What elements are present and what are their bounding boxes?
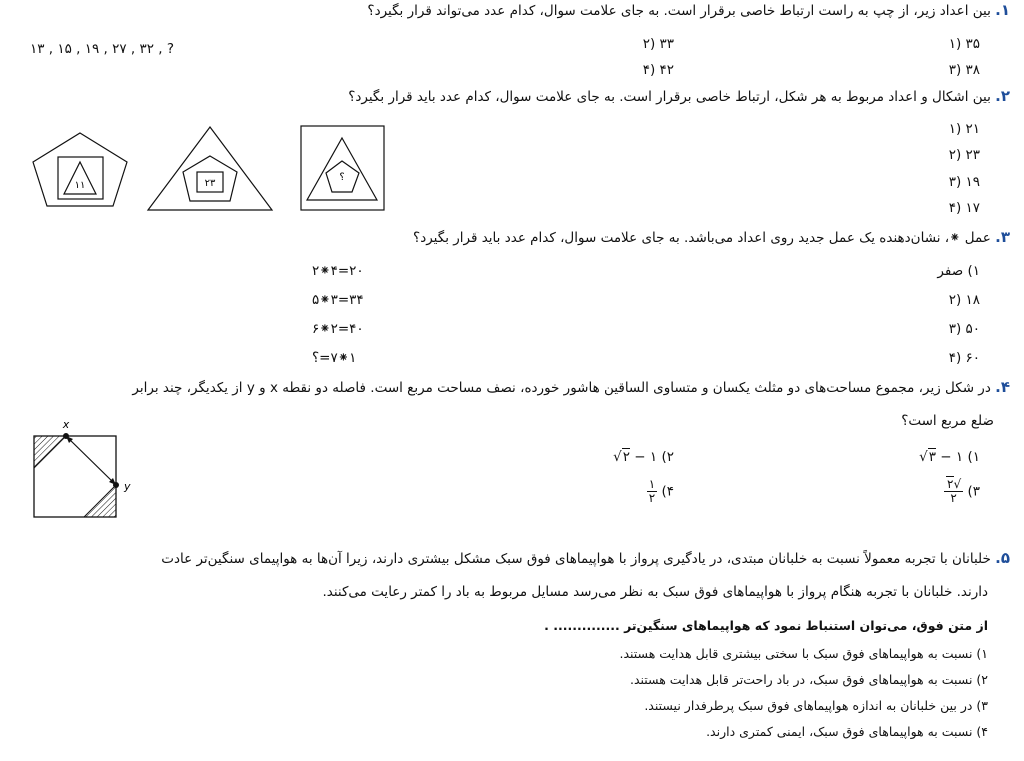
question-4-option-2[interactable]	[613, 448, 674, 466]
question-3-option-4[interactable]: ۴) ۶۰	[948, 350, 980, 366]
question-5-stem-line-2: دارند. خلبانان با تجربه هنگام پرواز با هواپیماهای فوق سبک به نظر می‌رسد مسایل مربوط به باد را کمتر رعایت می‌کنند.	[322, 584, 988, 600]
option-4-denominator: ۲	[648, 491, 656, 505]
question-4-option-3[interactable]	[944, 478, 980, 505]
question-5-number: ۵.	[995, 549, 1010, 567]
question-3-option-1[interactable]: ۱) صفر	[937, 263, 980, 279]
question-2-option-2[interactable]: ۲) ۲۳	[948, 147, 980, 163]
question-5-text-1: خلبانان با تجربه معمولاً نسبت به خلبانان مبتدی، در یادگیری پرواز با هواپیماهای فوق سبک مشکل بیشتری دارند، زیرا آن‌ها به هواپیمای سنگین‌تر عادت	[161, 551, 991, 567]
option-3-denominator: ۲	[950, 491, 957, 505]
question-2-text: بین اشکال و اعداد مربوط به هر شکل، ارتباط خاصی برقرار است. به جای علامت سوال، کدام عدد باید قرار بگیرد؟	[348, 89, 991, 105]
option-1-marker: ۱)	[967, 449, 980, 465]
question-4-option-4[interactable]	[647, 478, 674, 505]
option-1-radicand: ۳	[928, 449, 936, 465]
question-2-stem	[348, 87, 1010, 106]
question-2-option-3[interactable]: ۳) ۱۹	[948, 174, 980, 190]
option-1-expression: √۳ − ۱	[919, 449, 964, 465]
question-3-stem	[413, 228, 1010, 247]
shape-pentagon-group	[33, 133, 127, 206]
question-2-number: ۲.	[995, 87, 1010, 105]
option-2-marker: ۲)	[661, 449, 674, 465]
question-1-option-1[interactable]: ۱) ۳۵	[948, 36, 980, 52]
question-3-equation-3: ۶⁕۲=۴۰	[312, 321, 364, 337]
option-3-radicand: ۲	[947, 477, 954, 491]
hatched-triangle-top-left	[34, 436, 66, 468]
option-2-rest: − ۱	[630, 449, 658, 465]
question-4-stem-line-2: ضلع مربع است؟	[901, 413, 994, 429]
question-2-option-4[interactable]: ۴) ۱۷	[948, 200, 980, 216]
question-3-text: عمل ⁕، نشان‌دهنده یک عمل جدید روی اعداد می‌باشد. به جای علامت سوال، کدام عدد باید قرار بگیرد؟	[413, 230, 991, 246]
question-5-stem-line-1	[161, 549, 1010, 568]
question-3-option-3[interactable]: ۳) ۵۰	[948, 321, 980, 337]
point-y	[113, 482, 119, 488]
hatched-triangle-bottom-right	[84, 485, 116, 517]
question-1-sequence: ۱۳ , ۱۵ , ۱۹ , ۲۷ , ۳۲ , ?	[30, 41, 175, 57]
question-1-text: بین اعداد زیر، از چپ به راست ارتباط خاصی برقرار است. به جای علامت سوال، کدام عدد می‌تواند قرار بگیرد؟	[367, 3, 991, 19]
shape-triangle-group	[148, 127, 272, 210]
question-2-figure	[30, 124, 390, 216]
question-1-number: ۱.	[995, 1, 1010, 19]
shape-2-label: ۲۳	[204, 178, 216, 189]
point-x	[63, 433, 69, 439]
question-3-equation-4: ۱⁕۷=؟	[312, 350, 357, 366]
question-4-figure	[26, 418, 146, 522]
question-4-text-1: در شکل زیر، مجموع مساحت‌های دو مثلث یکسان و متساوی الساقین هاشور خورده، نصف مساحت مربع است. فاصله دو نقطه x و y از یکدیگر، چند برابر	[132, 380, 991, 396]
shape-square-group	[301, 126, 384, 210]
segment-x-y	[66, 436, 116, 485]
question-4-stem-line-1	[132, 378, 1010, 397]
option-3-fraction	[944, 478, 963, 505]
question-3-number: ۳.	[995, 228, 1010, 246]
shape-1-label: ۱۱	[74, 180, 86, 191]
shape-3-label: ؟	[339, 172, 345, 183]
question-4-number: ۴.	[995, 378, 1010, 396]
option-4-fraction	[647, 478, 657, 505]
question-5-option-1[interactable]: ۱) نسبت به هواپیماهای فوق سبک با سختی بیشتری قابل هدایت هستند.	[619, 646, 988, 661]
point-y-label: y	[124, 480, 131, 493]
question-1-stem	[367, 1, 1010, 20]
option-4-marker: ۴)	[661, 483, 674, 500]
question-3-equation-1: ۲⁕۴=۲۰	[312, 263, 364, 279]
option-3-numerator: √۲	[944, 478, 963, 492]
question-5-option-4[interactable]: ۴) نسبت به هواپیماهای فوق سبک، ایمنی کمتری دارند.	[706, 724, 988, 739]
question-2-option-1[interactable]: ۱) ۲۱	[948, 121, 980, 137]
option-2-radicand: ۲	[622, 449, 630, 465]
question-5-option-2[interactable]: ۲) نسبت به هواپیماهای فوق سبک، در باد راحت‌تر قابل هدایت هستند.	[629, 672, 988, 687]
question-3-equation-2: ۵⁕۳=۳۴	[312, 292, 364, 308]
option-4-numerator: ۱	[648, 477, 656, 491]
option-2-expression: √۲ − ۱	[613, 449, 658, 465]
option-1-rest: − ۱	[936, 449, 964, 465]
question-1-option-4[interactable]: ۴) ۴۲	[642, 62, 674, 78]
option-3-marker: ۳)	[967, 483, 980, 500]
question-1-option-2[interactable]: ۲) ۳۳	[642, 36, 674, 52]
point-x-label: x	[62, 418, 70, 431]
question-3-option-2[interactable]: ۲) ۱۸	[948, 292, 980, 308]
question-1-option-3[interactable]: ۳) ۳۸	[948, 62, 980, 78]
question-5-option-3[interactable]: ۳) در بین خلبانان به اندازه هواپیماهای فوق سبک پرطرفدار نیستند.	[644, 698, 988, 713]
question-5-prompt: از متن فوق، می‌توان استنباط نمود که هواپیماهای سنگین‌تر .............. .	[544, 618, 988, 633]
question-4-option-1[interactable]	[919, 448, 980, 466]
